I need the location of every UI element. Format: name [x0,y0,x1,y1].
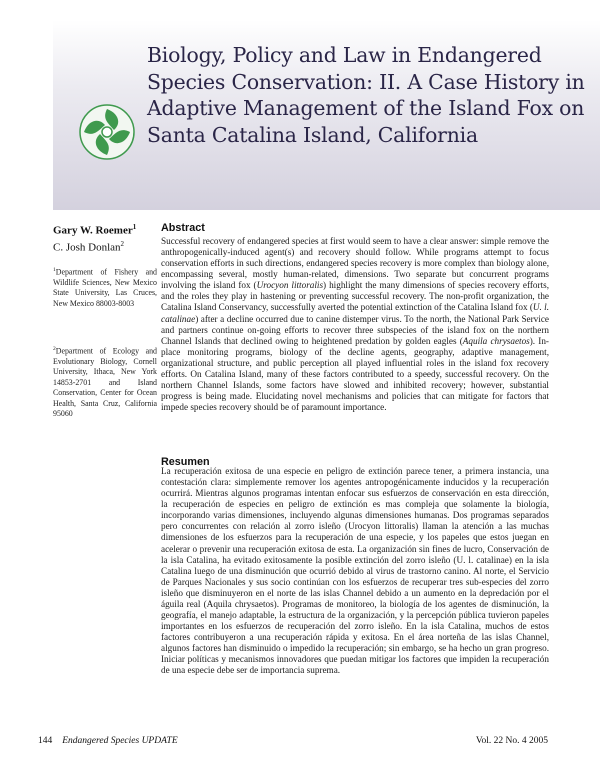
affiliation-2: $^2$Department of Ecology and Evolutionary Biology, Cornell University, Ithaca, New York 14853-2701 and Island Conservation, Center for Ocean Health, Santa Cruz, California 95060 [53,346,157,419]
resumen-heading: Resumen [161,456,210,468]
author-1: Gary W. Roemer$^1$ [53,223,137,237]
resumen-body: La recuperación exitosa de una especie en peligro de extinción parece tener, a primera instancia, una contestación clara: simplemente remover los agentes antropogénicamente inducidos y la recuperación ocurrirá. Mientras algunos programas intentan enfocar sus esfuerzos de conservación en esta dirección, la recuperación de especies en peligro de extinción es mas compleja que solamente la biología, incorporando varias dimensiones, incluyendo algunas dimensiones humanas. Dos programas separados pero concurrentes con relación al zorro isleño (Urocyon littoralis) llaman la atención a las muchas dimensiones de los esfuerzos para la recuperación de una especie, y los papeles que estos juegan en acelerar o prevenir una recuperación exitosa de esta. La organización sin fines de lucro, Conservación de la isla Catalina, ha evitado exitosamente la posible extinción del zorro isleño (U. l. catalinae) en la isla Catalina luego de una disminución que ocurrió debido al virus de trastorno canino. Al norte, el Servicio de Parques Nacionales y sus socio continúan con los esfuerzos de recuperar tres sub-especies del zorro isleño que disminuyeron en el norte de las islas Channel debido a un aumento en la depredación por el águila real (Aquila chrysaetos). Programas de monitoreo, la biología de los agentes de disminución, la geografía, el manejo adaptable, la estructura de la organización, y la percepción pública tuvieron papeles importantes en los esfuerzos de recuperación del zorro isleño. En la isla Catalina, muchos de estos factores contribuyeron a una recuperación rápida y exitosa. En el área norteña de las islas Channel, algunos factores han disminuido o impedido la recuperación; sin embargo, se ha hecho un gran progreso. Iniciar políticas y mecanismos innovadores que puedan mitigar los factores que impiden la recuperación de una especie debe ser de importancia suprema. [161,466,549,676]
affiliation-1: $^1$Department of Fishery and Wildlife Sciences, New Mexico State University, Las Cruces, New Mexico 88003-8003 [53,267,157,308]
page-footer [38,736,548,746]
page-number: 144 [38,736,53,746]
article-title: Biology, Policy and Law in Endangered Species Conservation: II. A Case History in Adaptive Management of the Island Fox on Santa Catalina Island, California [147,43,585,147]
author-list [53,221,163,254]
volume-info: Vol. 22 No. 4 2005 [475,736,548,746]
author-2: C. Josh Donlan$^2$ [53,239,125,254]
journal-name: Endangered Species UPDATE [62,736,178,746]
abstract-body: Successful recovery of endangered species at first would seem to have a clear answer: simple remove the anthropogenically-induced agent(s) and recovery should follow. While programs attempt to focus conservation efforts in such directions, endangered species recovery is more complex than biology alone, encompassing several, mostly human-related, dimensions. Two separate but concurrent programs involving the island fox (Urocyon littoralis) highlight the many dimensions of species recovery efforts, and the roles they play in hastening or preventing successful recovery. The non-profit organization, the Catalina Island Conservancy, successfully averted the potential extinction of the Catalina Island fox (U. l. catalinae) after a decline occurred due to canine distemper virus. To the north, the National Park Service and partners continue on-going efforts to recover three subspecies of the island fox on the northern Channel Islands that declined owing to heightened predation by golden eagles (Aquila chrysaetos). In-place monitoring programs, biology of the decline agents, geography, adaptive management, organizational structure, and public perception all played influential roles in the island fox recovery efforts. On Catalina Island, many of these factors contributed to a speedy, successful recovery. On the northern Channel Islands, some factors have slowed and inhibited recovery; however, substantial progress is being made. Elucidating novel mechanisms and policies that can mitigate for factors that impede species recovery should be of paramount importance. [161,236,550,413]
journal-logo-icon [78,103,136,161]
abstract-heading: Abstract [161,222,205,234]
